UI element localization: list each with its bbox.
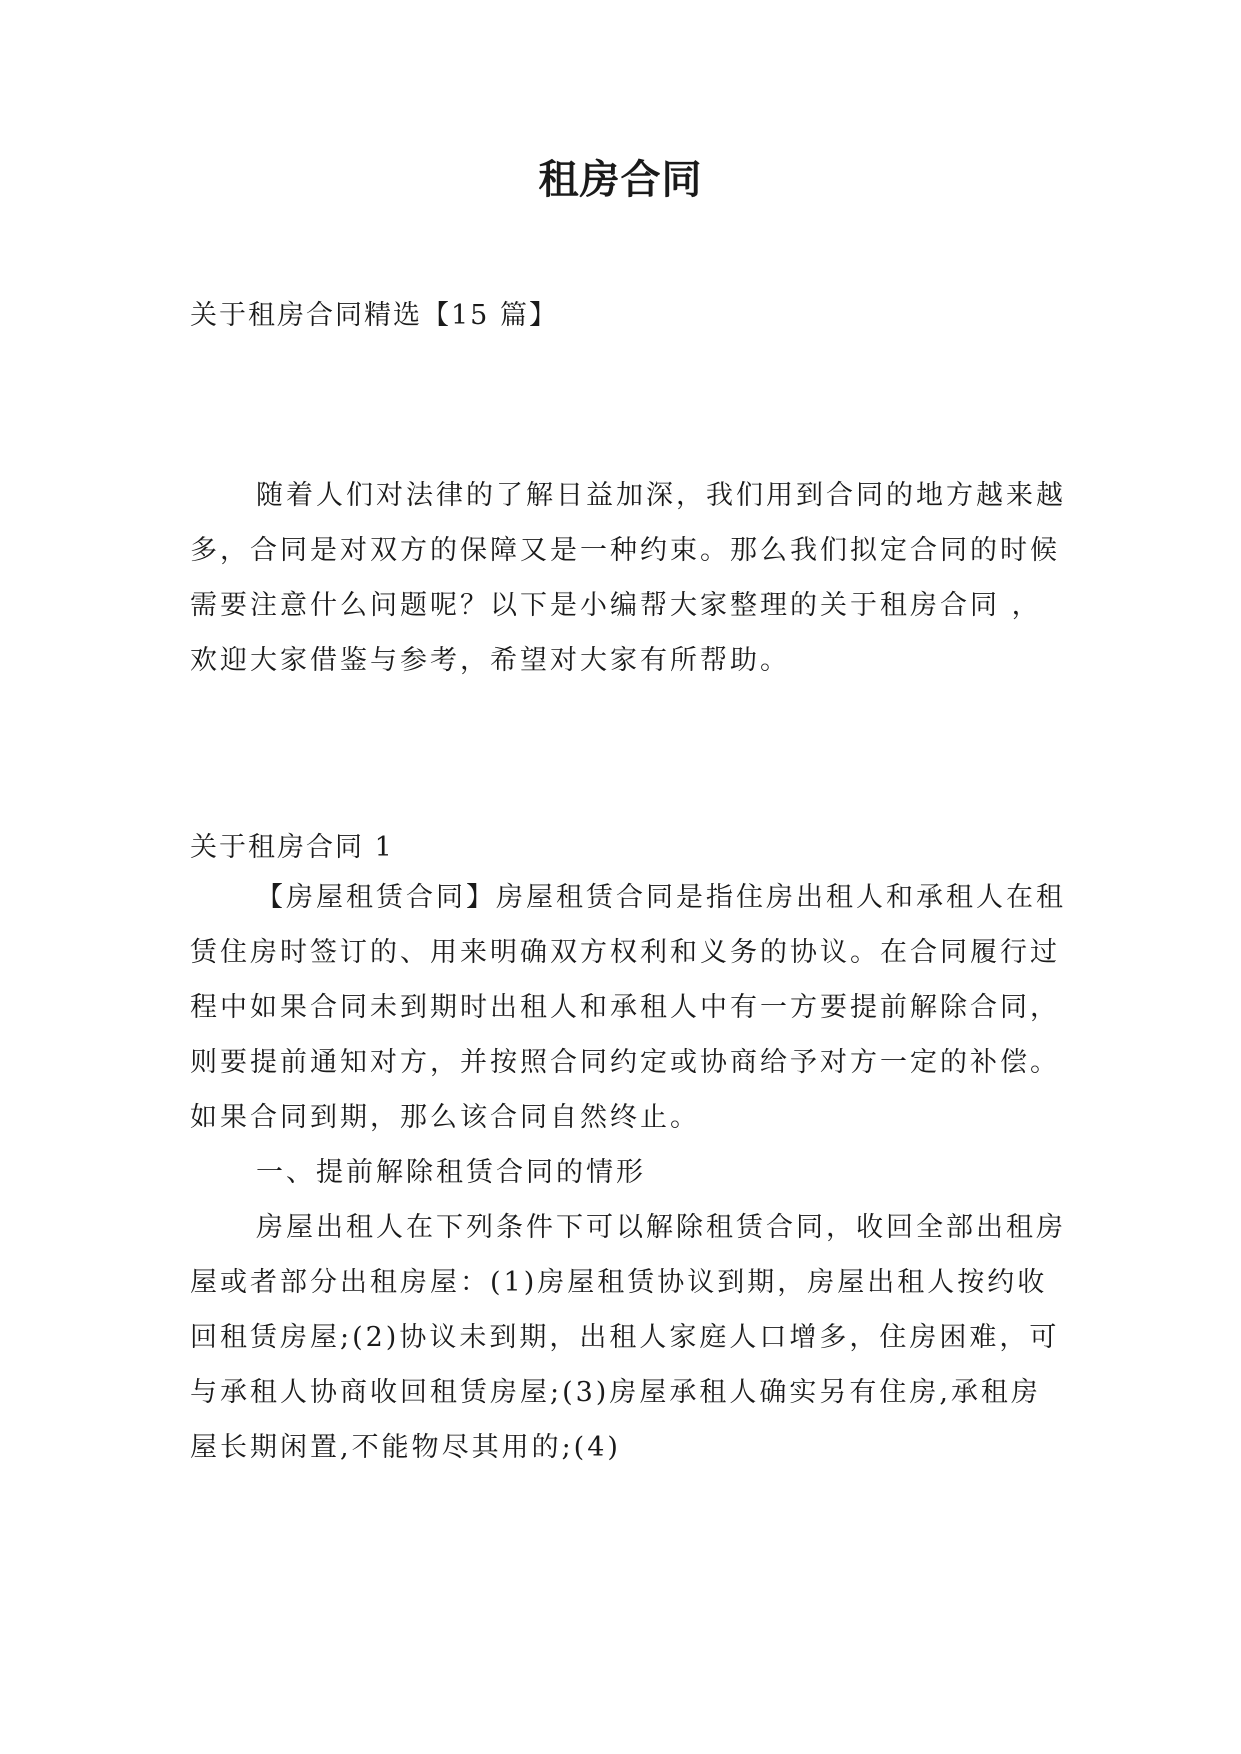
section-heading: 关于租房合同 1 [190,832,394,863]
body-paragraph: 房屋出租人在下列条件下可以解除租赁合同，收回全部出租房屋或者部分出租房屋：(1)房屋租赁协议到期，房屋出租人按约收回租赁房屋;(2)协议未到期，出租人家庭人口增多，住房困难，可与承租人协商收回租赁房屋;(3)房屋承租人确实另有住房,承租房屋长期闲置,不能物尽其用的;(4) [190,1212,1066,1463]
subheading-paragraph: 一、提前解除租赁合同的情形 [256,1157,646,1188]
section-body [190,870,1070,1475]
body-paragraph: 【房屋租赁合同】房屋租赁合同是指住房出租人和承租人在租赁住房时签订的、用来明确双方权利和义务的协议。在合同履行过程中如果合同未到期时出租人和承租人中有一方要提前解除合同，则要提前通知对方，并按照合同约定或协商给予对方一定的补偿。如果合同到期，那么该合同自然终止。 [190,882,1066,1133]
document-subtitle: 关于租房合同精选【15 篇】 [190,300,558,331]
document-title: 租房合同 [538,157,703,203]
intro-paragraph: 随着人们对法律的了解日益加深，我们用到合同的地方越来越多，合同是对双方的保障又是一种约束。那么我们拟定合同的时候需要注意什么问题呢？以下是小编帮大家整理的关于租房合同 ，欢迎大家借鉴与参考，希望对大家有所帮助。 [190,480,1066,676]
